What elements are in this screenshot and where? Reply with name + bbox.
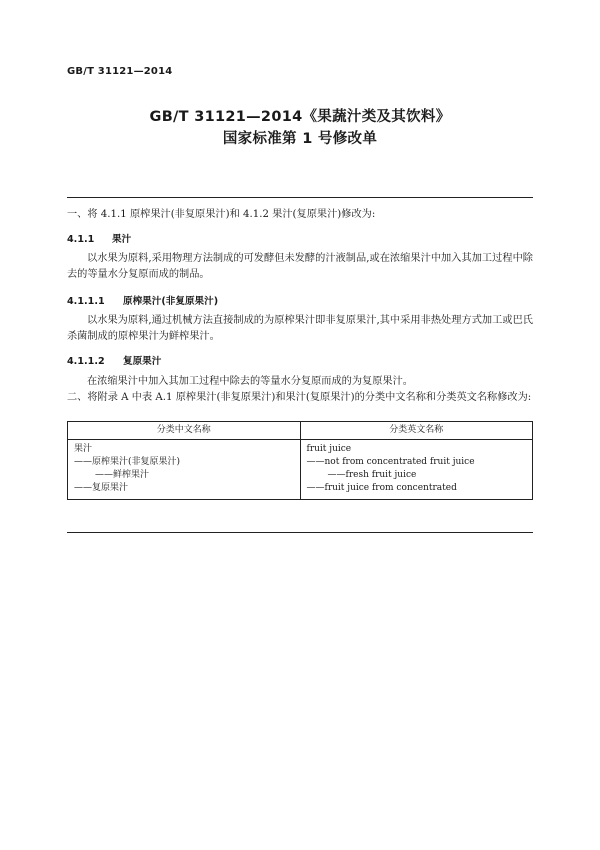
section-text-4-1-1-2: 在浓缩果汁中加入其加工过程中除去的等量水分复原而成的为复原果汁。 (87, 376, 413, 387)
bottom-divider (67, 532, 533, 533)
section-heading-4-1-1 (67, 231, 131, 245)
standard-code-header: GB/T 31121—2014 (67, 66, 173, 77)
header-chinese-name: 分类中文名称 (68, 422, 301, 440)
section-title: 原榨果汁(非复原果汁) (123, 296, 219, 307)
section-text-4-1-1: 以水果为原料,采用物理方法制成的可发酵但未发酵的汁液制品,或在浓缩果汁中加入其加工过程中除去的等量水分复原而成的制品。 (67, 253, 533, 280)
cn-level-2: ——复原果汁 (74, 483, 129, 493)
section-heading-4-1-1-1 (67, 293, 218, 307)
top-divider (67, 197, 533, 198)
section-title: 果汁 (112, 234, 132, 245)
section-title: 复原果汁 (123, 356, 162, 367)
header-english-name: 分类英文名称 (300, 422, 533, 440)
section-text-4-1-1-1: 以水果为原料,通过机械方法直接制成的为原榨果汁即非复原果汁,其中采用非热处理方式加工或巴氏杀菌制成的原榨果汁为鲜榨果汁。 (67, 315, 533, 342)
document-subtitle: 国家标准第 1 号修改单 (222, 131, 378, 147)
cn-level-1: 果汁 (74, 444, 93, 454)
classification-table (67, 421, 533, 500)
cn-level-3: ——鲜榨果汁 (95, 470, 150, 480)
amendment-item-2: 二、将附录 A 中表 A.1 原榨果汁(非复原果汁)和果汁(复原果汁)的分类中文名称和分类英文名称修改为: (67, 392, 532, 403)
chinese-name-cell (68, 440, 301, 500)
table-header-row (68, 422, 533, 440)
table-row (68, 440, 533, 500)
en-level-2: ——fruit juice from concentrated (306, 483, 457, 493)
en-level-3: ——fresh fruit juice (327, 470, 417, 480)
cn-level-2: ——原榨果汁(非复原果汁) (74, 457, 181, 467)
en-level-2: ——not from concentrated fruit juice (306, 457, 475, 467)
amendment-item-1: 一、将 4.1.1 原榨果汁(非复原果汁)和 4.1.2 果汁(复原果汁)修改为: (67, 209, 376, 220)
english-name-cell (300, 440, 533, 500)
section-number: 4.1.1.2 (67, 356, 105, 367)
en-level-1: fruit juice (306, 444, 352, 454)
section-number: 4.1.1.1 (67, 296, 105, 307)
section-heading-4-1-1-2 (67, 353, 161, 367)
document-title: GB/T 31121—2014《果蔬汁类及其饮料》 (149, 109, 451, 125)
section-number: 4.1.1 (67, 234, 95, 245)
